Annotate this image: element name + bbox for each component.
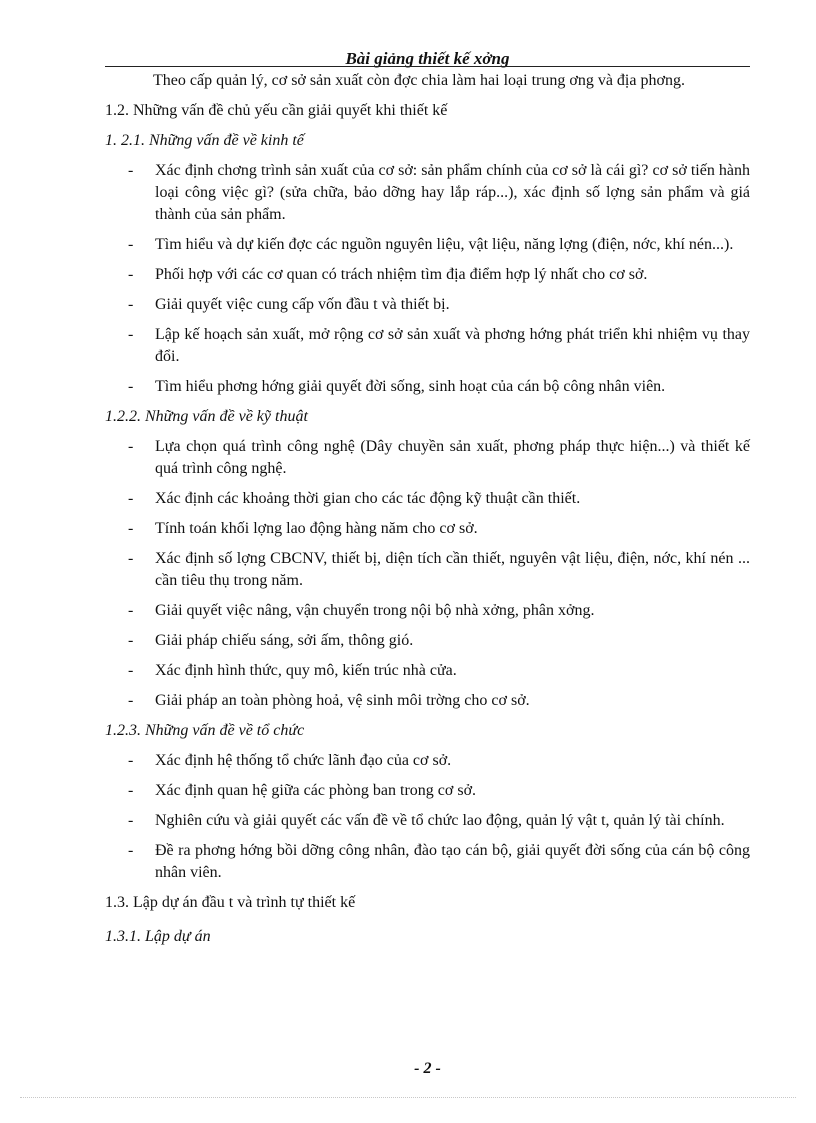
bullet-dash: - (128, 782, 134, 799)
list-item-text: Tìm hiểu và dự kiến đợc các nguồn nguyên liệu, vật liệu, năng lợng (điện, nớc, khí nén...). (155, 236, 734, 253)
bullet-dash: - (128, 812, 134, 829)
list-item-text: Lập kế hoạch sản xuất, mở rộng cơ sở sản xuất và phơng hớng phát triển khi nhiệm vụ thay đổi. (155, 326, 750, 365)
header-rule (105, 66, 750, 67)
page-number: - 2 - (414, 1060, 441, 1077)
list-item (105, 234, 750, 256)
bullet-dash: - (128, 490, 134, 507)
running-header: Bài giảng thiết kế xởng (345, 49, 510, 68)
list-item-text: Giải quyết việc cung cấp vốn đầu t và thiết bị. (155, 296, 450, 313)
bullet-dash: - (128, 550, 134, 567)
list-item (105, 294, 750, 316)
bullet-dash: - (128, 520, 134, 537)
page-content (105, 70, 750, 948)
bullet-dash: - (128, 632, 134, 649)
bullet-dash: - (128, 326, 134, 343)
intro-paragraph: Theo cấp quản lý, cơ sở sản xuất còn đợc chia làm hai loại trung ơng và địa phơng. (153, 72, 685, 89)
list-item-text: Đề ra phơng hớng bồi dỡng công nhân, đào tạo cán bộ, giải quyết đời sống của cán bộ công nhân viên. (155, 842, 750, 881)
list-item-text: Xác định hệ thống tổ chức lãnh đạo của cơ sở. (155, 752, 452, 769)
list-item (105, 810, 750, 832)
list-item (105, 376, 750, 398)
section-heading-1-3: 1.3. Lập dự án đầu t và trình tự thiết kế (105, 894, 356, 911)
bullet-dash: - (128, 296, 134, 313)
list-item-text: Giải quyết việc nâng, vận chuyển trong nội bộ nhà xởng, phân xởng. (155, 602, 595, 619)
list-item (105, 436, 750, 480)
subsection-heading-1-2-2: 1.2.2. Những vấn đề về kỹ thuật (105, 408, 308, 425)
bullet-dash: - (128, 602, 134, 619)
list-item-text: Xác định chơng trình sản xuất của cơ sở: sản phẩm chính của cơ sở là cái gì? cơ sở tiến hành loại công việc gì? (sửa chữa, bảo dỡng hay lắp ráp...), xác định số lợng sản phẩm và giá thành của sản phẩm. (155, 162, 750, 223)
bullet-dash: - (128, 662, 134, 679)
bullet-dash: - (128, 842, 134, 859)
list-item (105, 518, 750, 540)
list-item-text: Xác định số lợng CBCNV, thiết bị, diện tích cần thiết, nguyên vật liệu, điện, nớc, khí nén ... cần tiêu thụ trong năm. (155, 550, 750, 589)
bullet-dash: - (128, 378, 134, 395)
list-item-text: Giải pháp chiếu sáng, sởi ấm, thông gió. (155, 632, 414, 649)
bullet-dash: - (128, 438, 134, 455)
subsection-heading-1-3-1: 1.3.1. Lập dự án (105, 928, 211, 945)
list-item-text: Lựa chọn quá trình công nghệ (Dây chuyền sản xuất, phơng pháp thực hiện...) và thiết kế quá trình công nghệ. (155, 438, 750, 477)
bullet-dash: - (128, 692, 134, 709)
list-item (105, 488, 750, 510)
subsection-heading-1-2-3: 1.2.3. Những vấn đề về tổ chức (105, 722, 305, 739)
list-item-text: Xác định hình thức, quy mô, kiến trúc nhà cửa. (155, 662, 457, 679)
list-item-text: Phối hợp với các cơ quan có trách nhiệm tìm địa điểm hợp lý nhất cho cơ sở. (155, 266, 648, 283)
list-item (105, 690, 750, 712)
list-item (105, 324, 750, 368)
list-item-text: Nghiên cứu và giải quyết các vấn đề về tổ chức lao động, quản lý vật t, quản lý tài chính. (155, 812, 725, 829)
bullet-dash: - (128, 752, 134, 769)
list-item (105, 660, 750, 682)
bullet-dash: - (128, 266, 134, 283)
list-item-text: Giải pháp an toàn phòng hoả, vệ sinh môi trờng cho cơ sở. (155, 692, 530, 709)
list-item-text: Tính toán khối lợng lao động hàng năm cho cơ sở. (155, 520, 478, 537)
list-item (105, 840, 750, 884)
list-item (105, 264, 750, 286)
subsection-heading-1-2-1: 1. 2.1. Những vấn đề về kinh tế (105, 132, 304, 149)
organizational-issues-list (105, 750, 750, 884)
list-item (105, 750, 750, 772)
technical-issues-list (105, 436, 750, 712)
list-item-text: Tìm hiểu phơng hớng giải quyết đời sống, sinh hoạt của cán bộ công nhân viên. (155, 378, 666, 395)
list-item (105, 600, 750, 622)
list-item (105, 160, 750, 226)
bullet-dash: - (128, 162, 134, 179)
list-item (105, 780, 750, 802)
list-item-text: Xác định các khoảng thời gian cho các tác động kỹ thuật cần thiết. (155, 490, 581, 507)
page-bottom-border (20, 1097, 796, 1098)
section-heading-1-2: 1.2. Những vấn đề chủ yếu cần giải quyết khi thiết kế (105, 102, 448, 119)
list-item-text: Xác định quan hệ giữa các phòng ban trong cơ sở. (155, 782, 477, 799)
economic-issues-list (105, 160, 750, 398)
list-item (105, 630, 750, 652)
bullet-dash: - (128, 236, 134, 253)
list-item (105, 548, 750, 592)
